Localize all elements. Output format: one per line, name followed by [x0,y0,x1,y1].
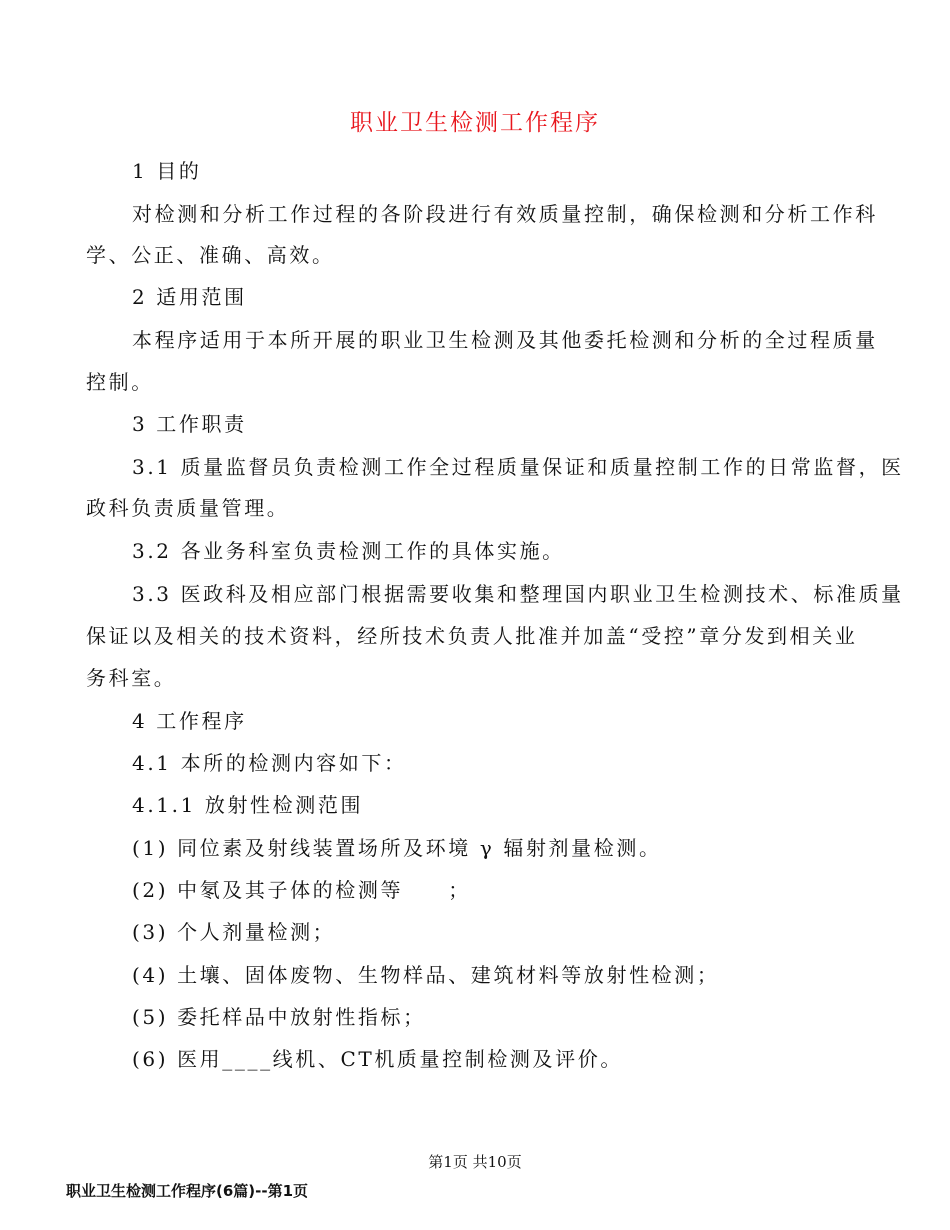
document-title: 职业卫生检测工作程序 [350,110,600,136]
section-heading-scope: 2 适用范围 [132,285,247,309]
paragraph-scope-line-1: 本程序适用于本所开展的职业卫生检测及其他委托检测和分析的全过程质量 [132,328,878,352]
paragraph-3-3-line-1: 3.3 医政科及相应部门根据需要收集和整理国内职业卫生检测技术、标准质量 [132,582,904,606]
paragraph-4-1-1: 4.1.1 放射性检测范围 [132,793,364,817]
document-footer-label: 职业卫生检测工作程序(6篇)--第1页 [66,1182,309,1200]
section-heading-procedure: 4 工作程序 [132,709,247,733]
paragraph-3-3-line-2: 保证以及相关的技术资料，经所技术负责人批准并加盖“受控”章分发到相关业 [86,624,858,648]
paragraph-purpose-line-2: 学、公正、准确、高效。 [86,243,335,267]
paragraph-3-2: 3.2 各业务科室负责检测工作的具体实施。 [132,539,565,563]
section-heading-duties: 3 工作职责 [132,412,247,436]
list-item-5: (5) 委托样品中放射性指标； [132,1005,426,1029]
paragraph-3-1-line-1: 3.1 质量监督员负责检测工作全过程质量保证和质量控制工作的日常监督，医 [132,455,904,479]
paragraph-3-3-line-3: 务科室。 [86,666,177,690]
paragraph-scope-line-2: 控制。 [86,370,154,394]
paragraph-4-1: 4.1 本所的检测内容如下： [132,751,407,775]
list-item-6: (6) 医用____线机、CT机质量控制检测及评价。 [132,1047,623,1071]
page-number: 第1页 共10页 [428,1153,522,1171]
paragraph-3-1-line-2: 政科负责质量管理。 [86,496,290,520]
list-item-2: (2) 中氡及其子体的检测等 ； [132,878,471,902]
list-item-1: (1) 同位素及射线装置场所及环境 γ 辐射剂量检测。 [132,836,662,860]
list-item-3: (3) 个人剂量检测； [132,920,336,944]
section-heading-purpose: 1 目的 [132,159,202,183]
paragraph-purpose-line-1: 对检测和分析工作过程的各阶段进行有效质量控制，确保检测和分析工作科 [132,202,878,226]
list-item-4: (4) 土壤、固体废物、生物样品、建筑材料等放射性检测； [132,963,720,987]
